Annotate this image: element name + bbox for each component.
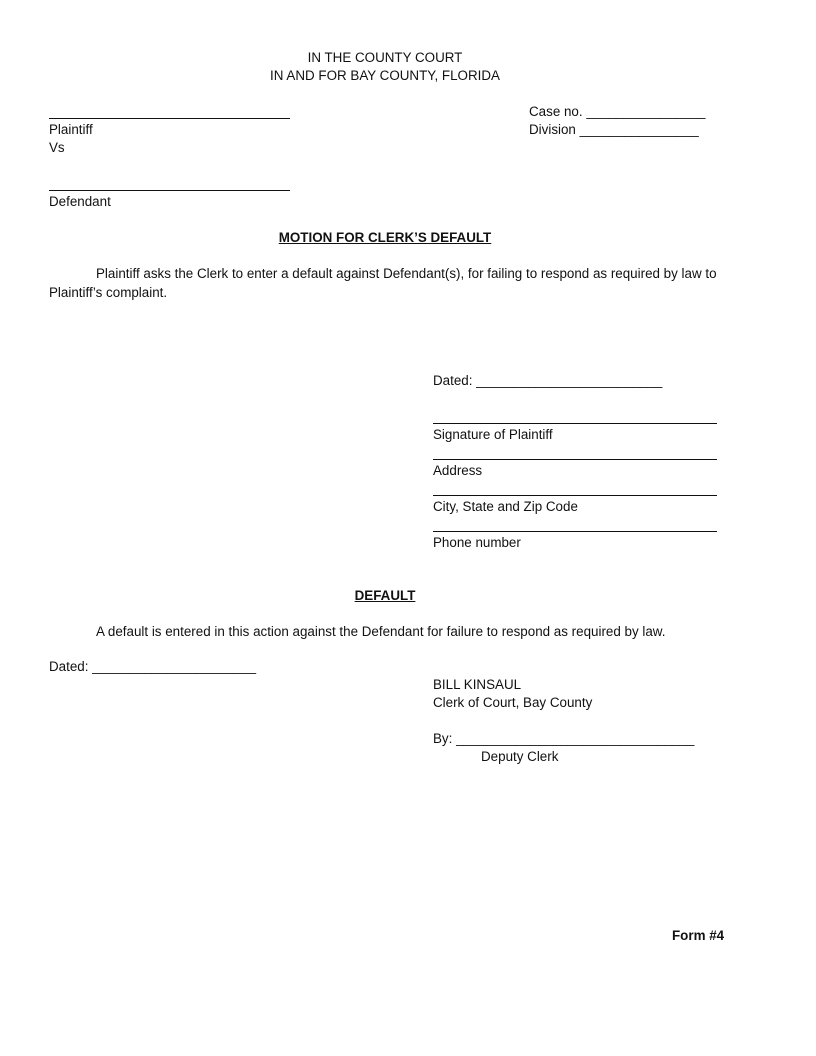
clerk-title: Clerk of Court, Bay County: [433, 695, 593, 710]
vs-label: Vs: [49, 140, 65, 155]
address-line[interactable]: [433, 459, 717, 460]
motion-dated-field[interactable]: Dated: _________________________: [433, 373, 663, 388]
default-body-text: A default is entered in this action against the Defendant for failure to respond as required by law.: [96, 624, 666, 639]
deputy-signature-field[interactable]: By: ________________________________: [433, 731, 695, 746]
court-heading-line2: IN AND FOR BAY COUNTY, FLORIDA: [270, 68, 500, 83]
court-heading-line1: IN THE COUNTY COURT: [307, 50, 463, 65]
phone-label: Phone number: [433, 535, 521, 550]
motion-body-text: Plaintiff asks the Clerk to enter a default against Defendant(s), for failing to respond as required by law to Plaintiff’s complaint.: [49, 266, 717, 300]
address-label: Address: [433, 463, 483, 478]
signature-label: Signature of Plaintiff: [433, 427, 553, 442]
phone-line[interactable]: [433, 531, 717, 532]
deputy-clerk-label: Deputy Clerk: [481, 749, 559, 764]
plaintiff-name-line[interactable]: [49, 118, 290, 119]
form-number: Form #4: [672, 928, 725, 943]
motion-title: MOTION FOR CLERK’S DEFAULT: [278, 230, 492, 245]
case-number-field[interactable]: Case no. ________________: [529, 104, 706, 119]
defendant-name-line[interactable]: [49, 190, 290, 191]
default-dated-field[interactable]: Dated: ______________________: [49, 659, 257, 674]
signature-line[interactable]: [433, 423, 717, 424]
default-title: DEFAULT: [354, 588, 416, 603]
defendant-label: Defendant: [49, 194, 111, 209]
default-body: [49, 622, 729, 641]
division-field[interactable]: Division ________________: [529, 122, 699, 137]
city-state-zip-line[interactable]: [433, 495, 717, 496]
city-state-zip-label: City, State and Zip Code: [433, 499, 578, 514]
motion-body: [49, 264, 729, 302]
clerk-name: BILL KINSAUL: [433, 677, 522, 692]
plaintiff-label: Plaintiff: [49, 122, 93, 137]
